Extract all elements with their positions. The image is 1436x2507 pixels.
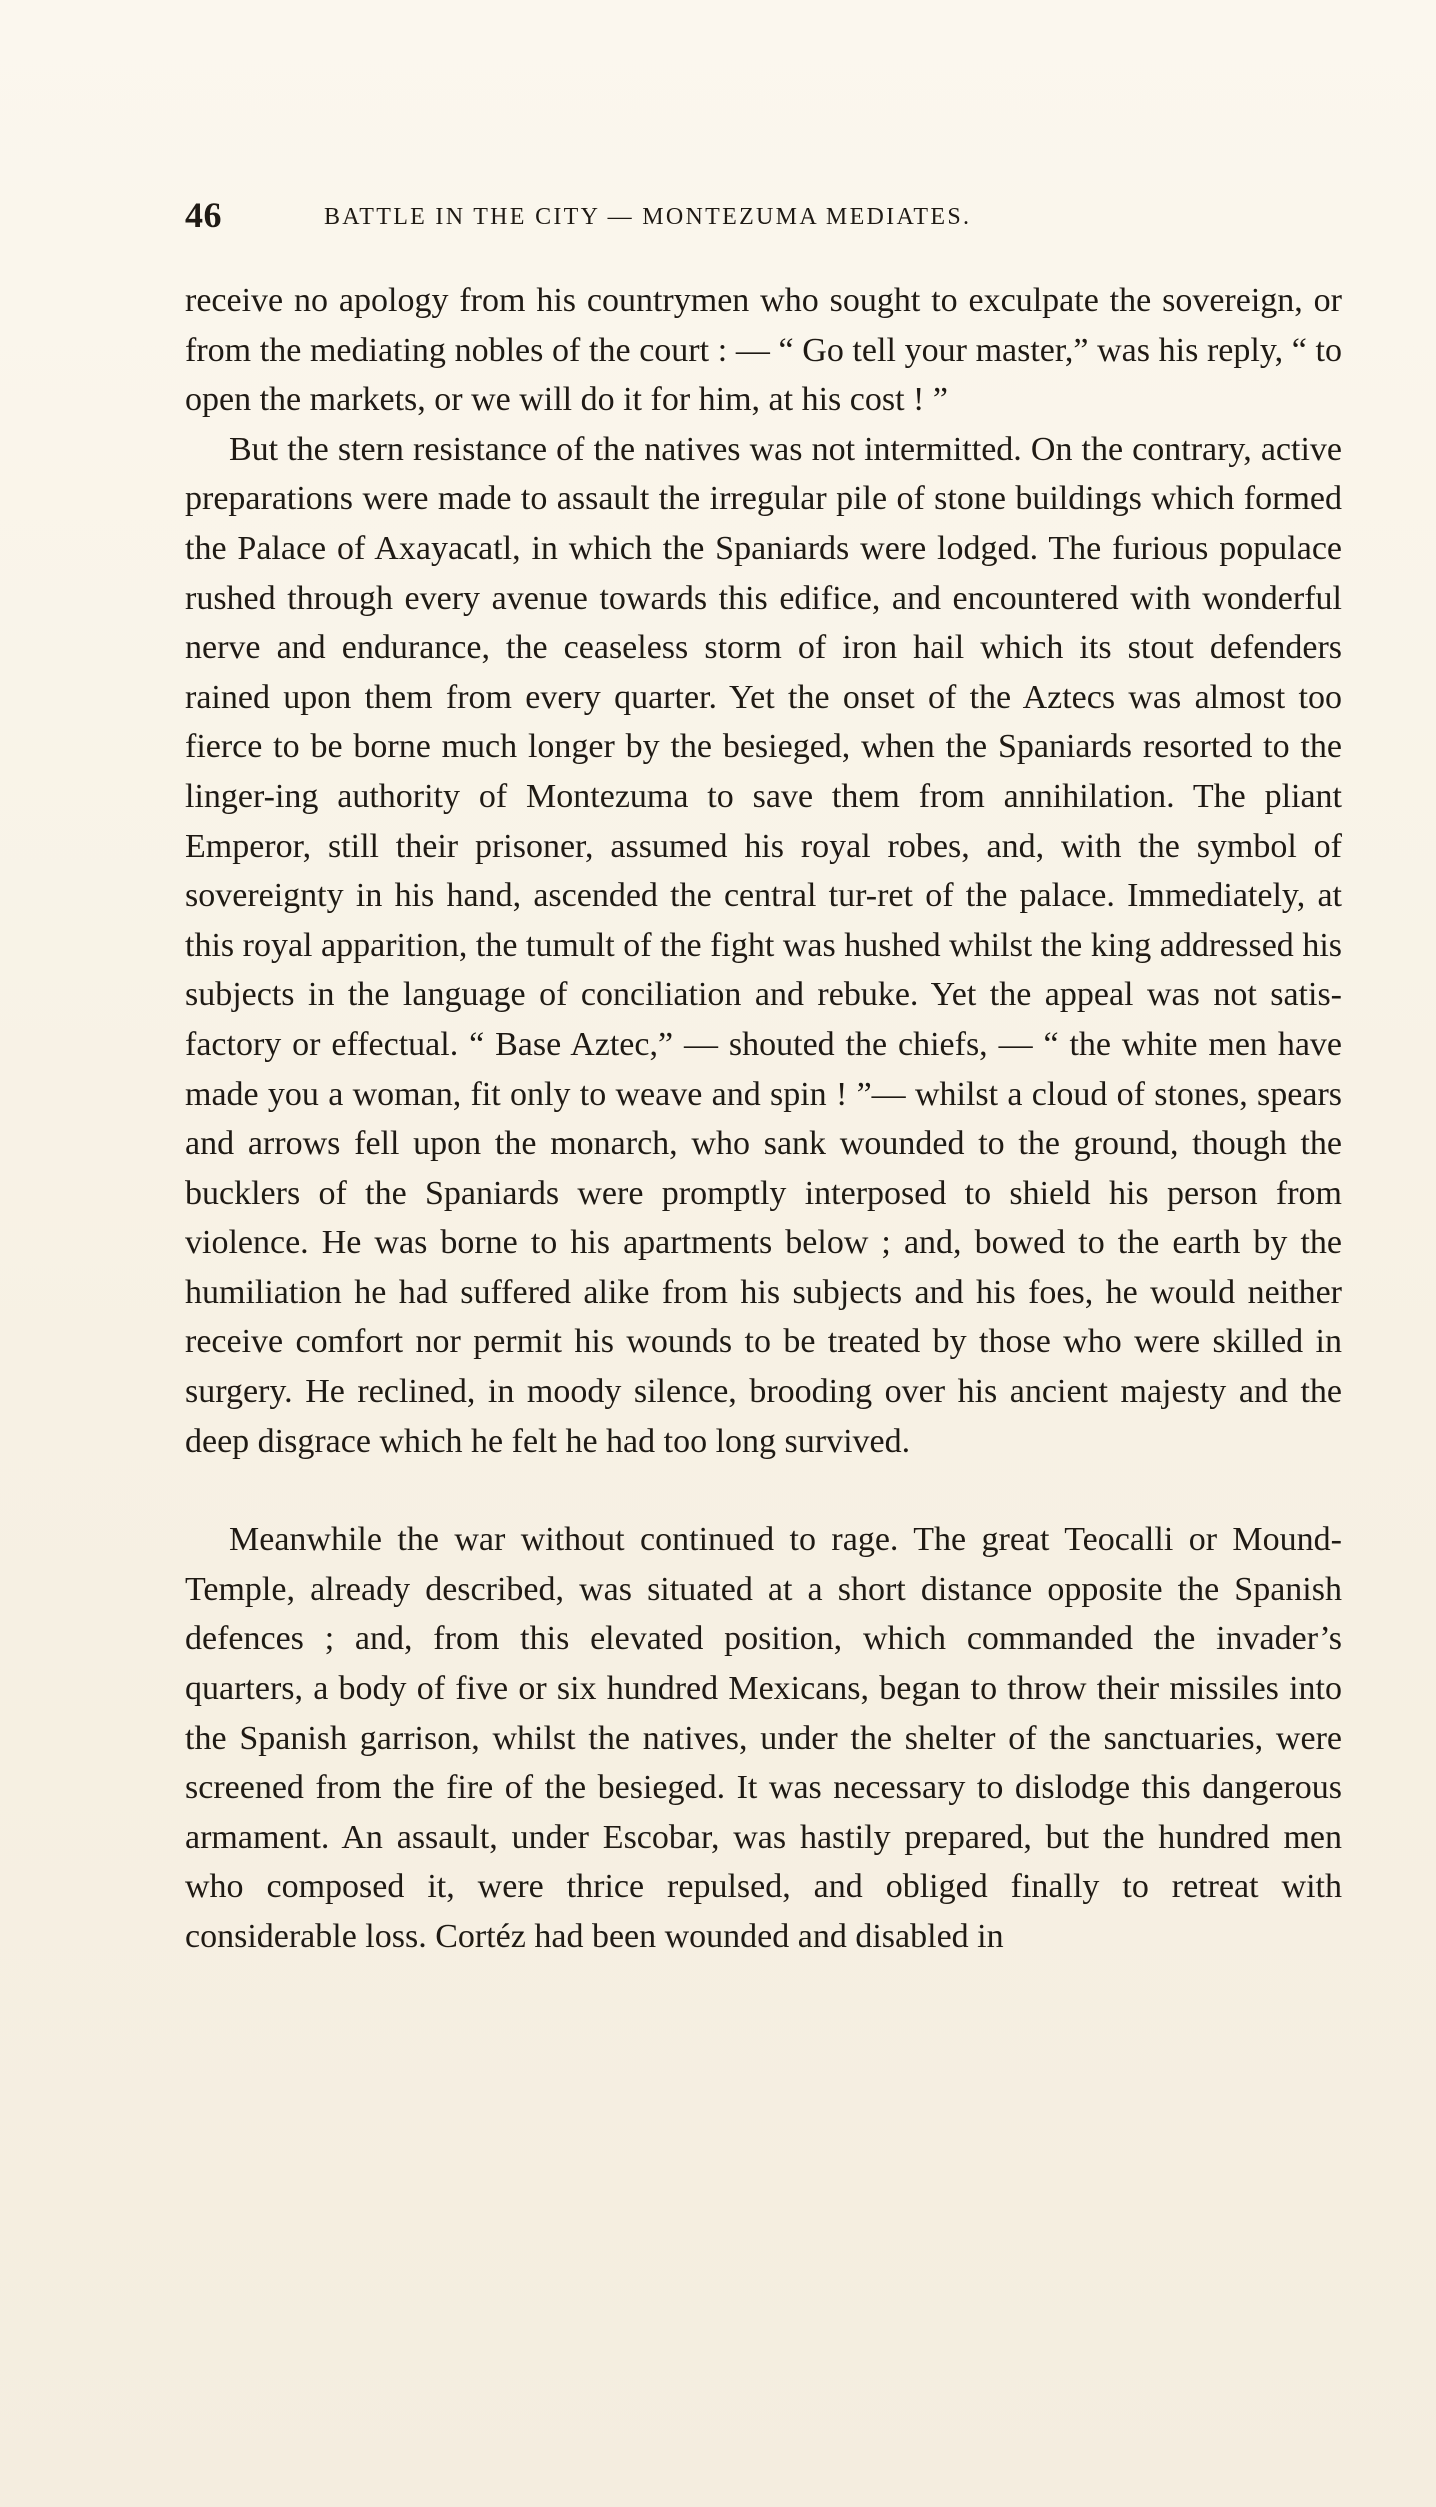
paragraph: But the stern resistance of the natives was not intermitted. On the contrary, active preparations were made to assault the irregular pile of stone buildings which formed the Palace of Axayacatl, in which the Spaniards were lodged. The furious populace rushed through every avenue towards this edifice, and encountered with wonderful nerve and endurance, the ceaseless storm of iron hail which its stout defenders rained upon them from every quarter. Yet the onset of the Aztecs was almost too fierce to be borne much longer by the besieged, when the Spaniards resorted to the linger-ing authority of Montezuma to save them from annihilation. The pliant Emperor, still their prisoner, assumed his royal robes, and, with the symbol of sovereignty in his hand, ascended the central tur-ret of the palace. Immediately, at this royal apparition, the tumult of the fight was hushed whilst the king addressed his subjects in the language of conciliation and rebuke. Yet the appeal was not satis-factory or effectual. “ Base Aztec,” — shouted the chiefs, — “ the white men have made you a woman, fit only to weave and spin ! ”— whilst a cloud of stones, spears and arrows fell upon the monarch, who sank wounded to the ground, though the bucklers of the Spaniards were promptly interposed to shield his person from violence. He was borne to his apartments below ; and, bowed to the earth by the humiliation he had suffered alike from his subjects and his foes, he would neither receive comfort nor permit his wounds to be treated by those who were skilled in surgery. He reclined, in moody silence, brooding over his ancient majesty and the deep disgrace which he felt he had too long survived. — [185, 430, 1342, 1460]
paragraph-continued: receive no apology from his countrymen who sought to exculpate the sovereign, or from the mediating nobles of the court : — “ Go tell your master,” was his reply, “ to open the markets, or we will do it for him, at his cost ! ” — [185, 282, 1342, 419]
page-header — [185, 192, 1205, 238]
running-title: BATTLE IN THE CITY — MONTEZUMA MEDIATES. — [324, 204, 972, 230]
paragraph: Meanwhile the war without continued to rage. The great Teocalli or Mound-Temple, already described, was situated at a short distance opposite the Spanish defences ; and, from this elevated position, which commanded the invader’s quarters, a body of five or six hundred Mexicans, began to throw their missiles into the Spanish garrison, whilst the natives, under the shelter of the sanctuaries, were screened from the fire of the besieged. It was necessary to dislodge this dangerous armament. An assault, under Escobar, was hastily prepared, but the hundred men who composed it, were thrice repulsed, and obliged finally to retreat with considerable loss. Cortéz had been wounded and disabled in — [185, 1521, 1342, 1955]
page-number: 46 — [185, 195, 222, 235]
body-text — [185, 276, 1342, 1962]
